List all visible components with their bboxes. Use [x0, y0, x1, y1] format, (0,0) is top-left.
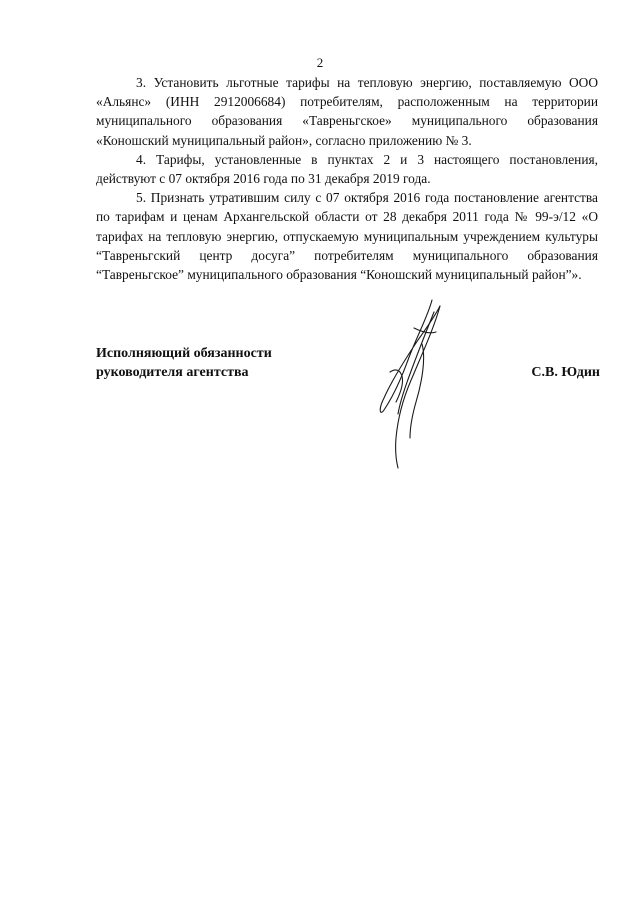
paragraph-item-5: 5. Признать утратившим силу с 07 октября 2016 года постановление агентства по тарифам и ценам Архангельской области от 28 декабря 2011 года № 99-э/12 «О тарифах на тепловую энергию, отпускаемую муниципальным учреждением культуры “Тавреньгский центр досуга” потребителям муниципального образования “Тавреньгское” муниципального образования “Коношский муниципальный район”». — [96, 190, 598, 283]
page-number: 2 — [316, 55, 324, 70]
signer-name: С.В. Юдин — [531, 365, 600, 380]
paragraph-item-3: 3. Установить льготные тарифы на тепловую энергию, поставляемую ООО «Альянс» (ИНН 2912006684) потребителям, расположенным на территории муниципального образования «Тавреньгское» муниципального образования «Коношский муниципальный район», согласно приложению № 3. — [96, 75, 598, 148]
handwritten-signature — [370, 298, 450, 470]
signer-title-line-2: руководителя агентства — [96, 365, 249, 380]
signer-title-line-1: Исполняющий обязанности — [96, 346, 272, 361]
signature-block — [96, 344, 600, 424]
signer-title — [96, 344, 272, 382]
paragraph-item-4: 4. Тарифы, установленные в пунктах 2 и 3 настоящего постановления, действуют с 07 октября 2016 года по 31 декабря 2019 года. — [96, 151, 598, 187]
document-body — [96, 73, 598, 284]
